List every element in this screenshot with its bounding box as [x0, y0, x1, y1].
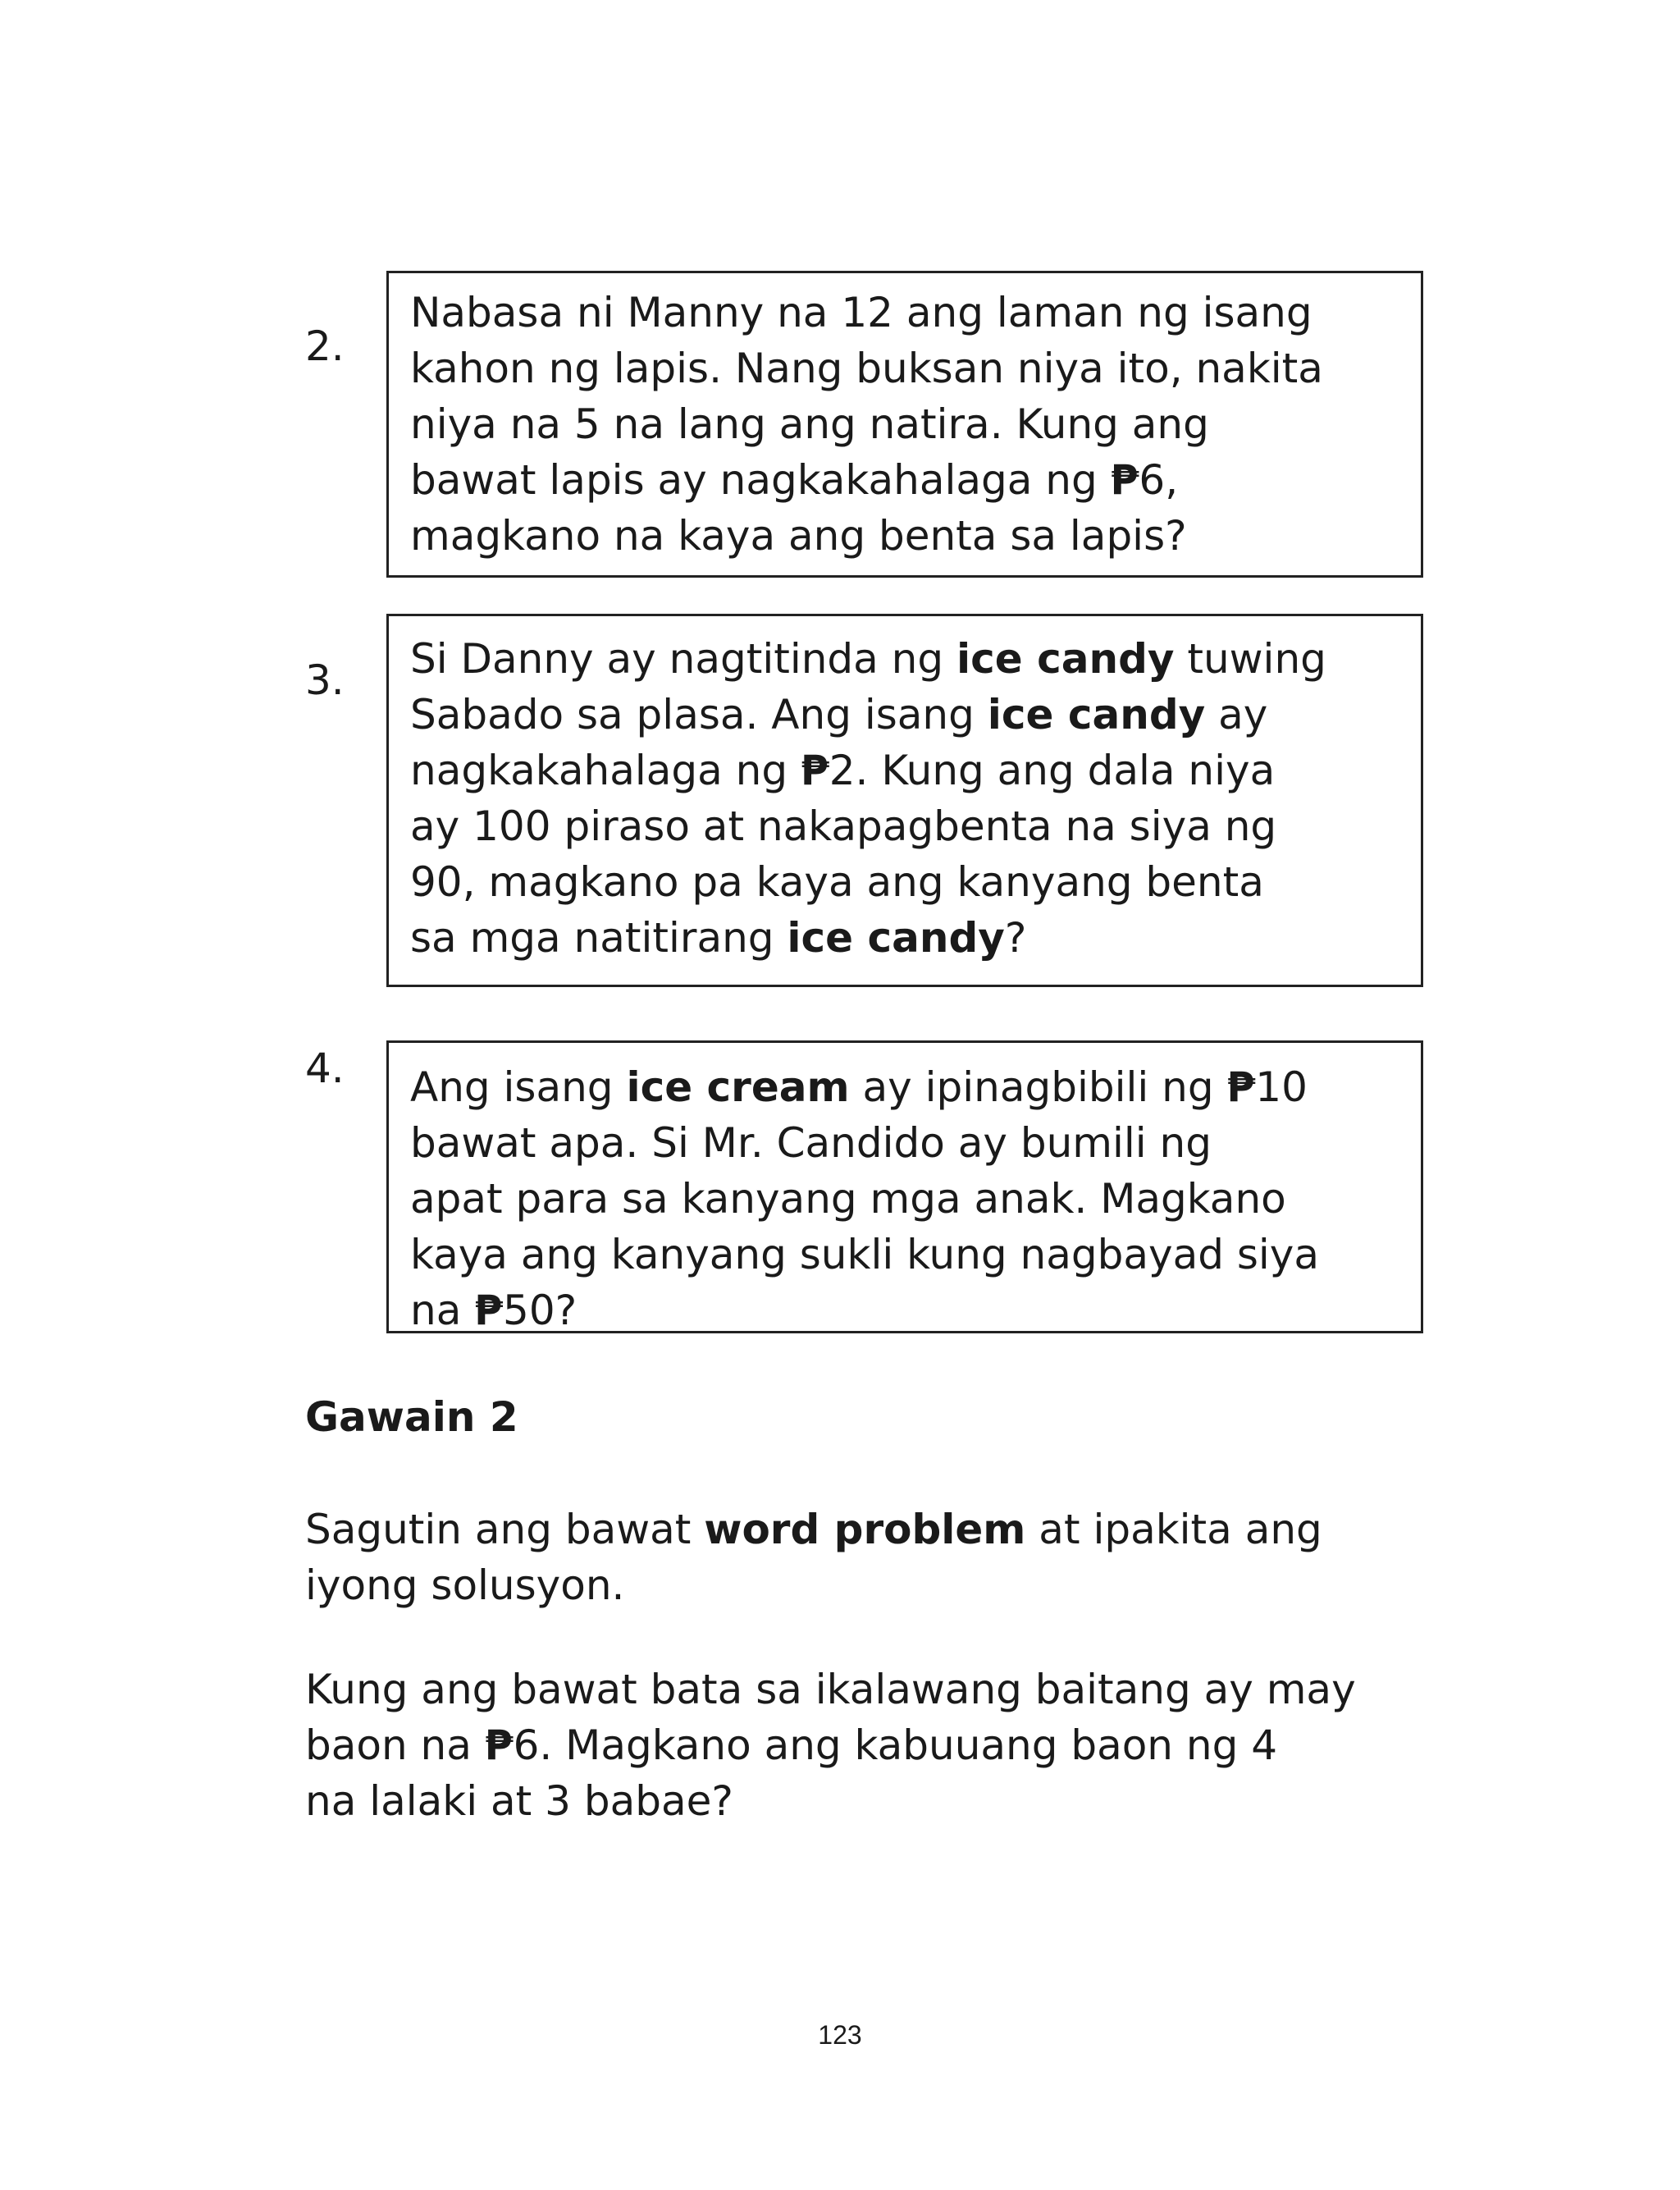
question-line: baon na ₱6. Magkano ang kabuuang baon ng 4: [305, 1721, 1278, 1769]
problem-box: [386, 1040, 1423, 1333]
problem-number: 2.: [305, 322, 345, 370]
problem-number: 3.: [305, 656, 345, 704]
problem-text: [410, 631, 1326, 966]
problem-line: Si Danny ay nagtitinda ng ice candy tuwing: [410, 635, 1326, 683]
problem-line: sa mga natitirang ice candy?: [410, 914, 1027, 962]
page-number: 123: [818, 2020, 862, 2050]
problem-box: [386, 614, 1423, 987]
peso-sign: ₱: [1110, 456, 1139, 504]
problem-line: kaya ang kanyang sukli kung nagbayad siya: [410, 1231, 1320, 1278]
problem-number: 4.: [305, 1045, 345, 1092]
peso-sign: ₱: [800, 747, 829, 794]
problem-line: apat para sa kanyang mga anak. Magkano: [410, 1175, 1286, 1223]
problem-line: na ₱50?: [410, 1287, 578, 1334]
problem-line: bawat apa. Si Mr. Candido ay bumili ng: [410, 1119, 1212, 1167]
section-heading: Gawain 2: [305, 1393, 518, 1441]
problem-line: magkano na kaya ang benta sa lapis?: [410, 512, 1187, 560]
peso-sign: ₱: [474, 1287, 504, 1334]
question-paragraph: [305, 1662, 1356, 1829]
question-line: na lalaki at 3 babae?: [305, 1777, 733, 1825]
problem-line: Sabado sa plasa. Ang isang ice candy ay: [410, 691, 1268, 738]
problem-line: Ang isang ice cream ay ipinagbibili ng ₱10: [410, 1063, 1308, 1111]
problem-line: Nabasa ni Manny na 12 ang laman ng isang: [410, 289, 1312, 336]
instruction-paragraph: [305, 1502, 1322, 1613]
problem-line: nagkakahalaga ng ₱2. Kung ang dala niya: [410, 747, 1276, 794]
problem-text: [410, 1059, 1319, 1338]
peso-sign: ₱: [1226, 1063, 1256, 1111]
instruction-line: Sagutin ang bawat word problem at ipakita ang: [305, 1506, 1322, 1553]
problem-line: 90, magkano pa kaya ang kanyang benta: [410, 858, 1264, 906]
instruction-line: iyong solusyon.: [305, 1561, 625, 1609]
problem-line: niya na 5 na lang ang natira. Kung ang: [410, 400, 1209, 448]
problem-line: bawat lapis ay nagkakahalaga ng ₱6,: [410, 456, 1179, 504]
problem-box: [386, 271, 1423, 578]
problem-line: kahon ng lapis. Nang buksan niya ito, nakita: [410, 345, 1323, 392]
problem-line: ay 100 piraso at nakapagbenta na siya ng: [410, 802, 1277, 850]
problem-text: [410, 285, 1323, 564]
question-line: Kung ang bawat bata sa ikalawang baitang ay may: [305, 1666, 1356, 1713]
peso-sign: ₱: [484, 1721, 514, 1769]
